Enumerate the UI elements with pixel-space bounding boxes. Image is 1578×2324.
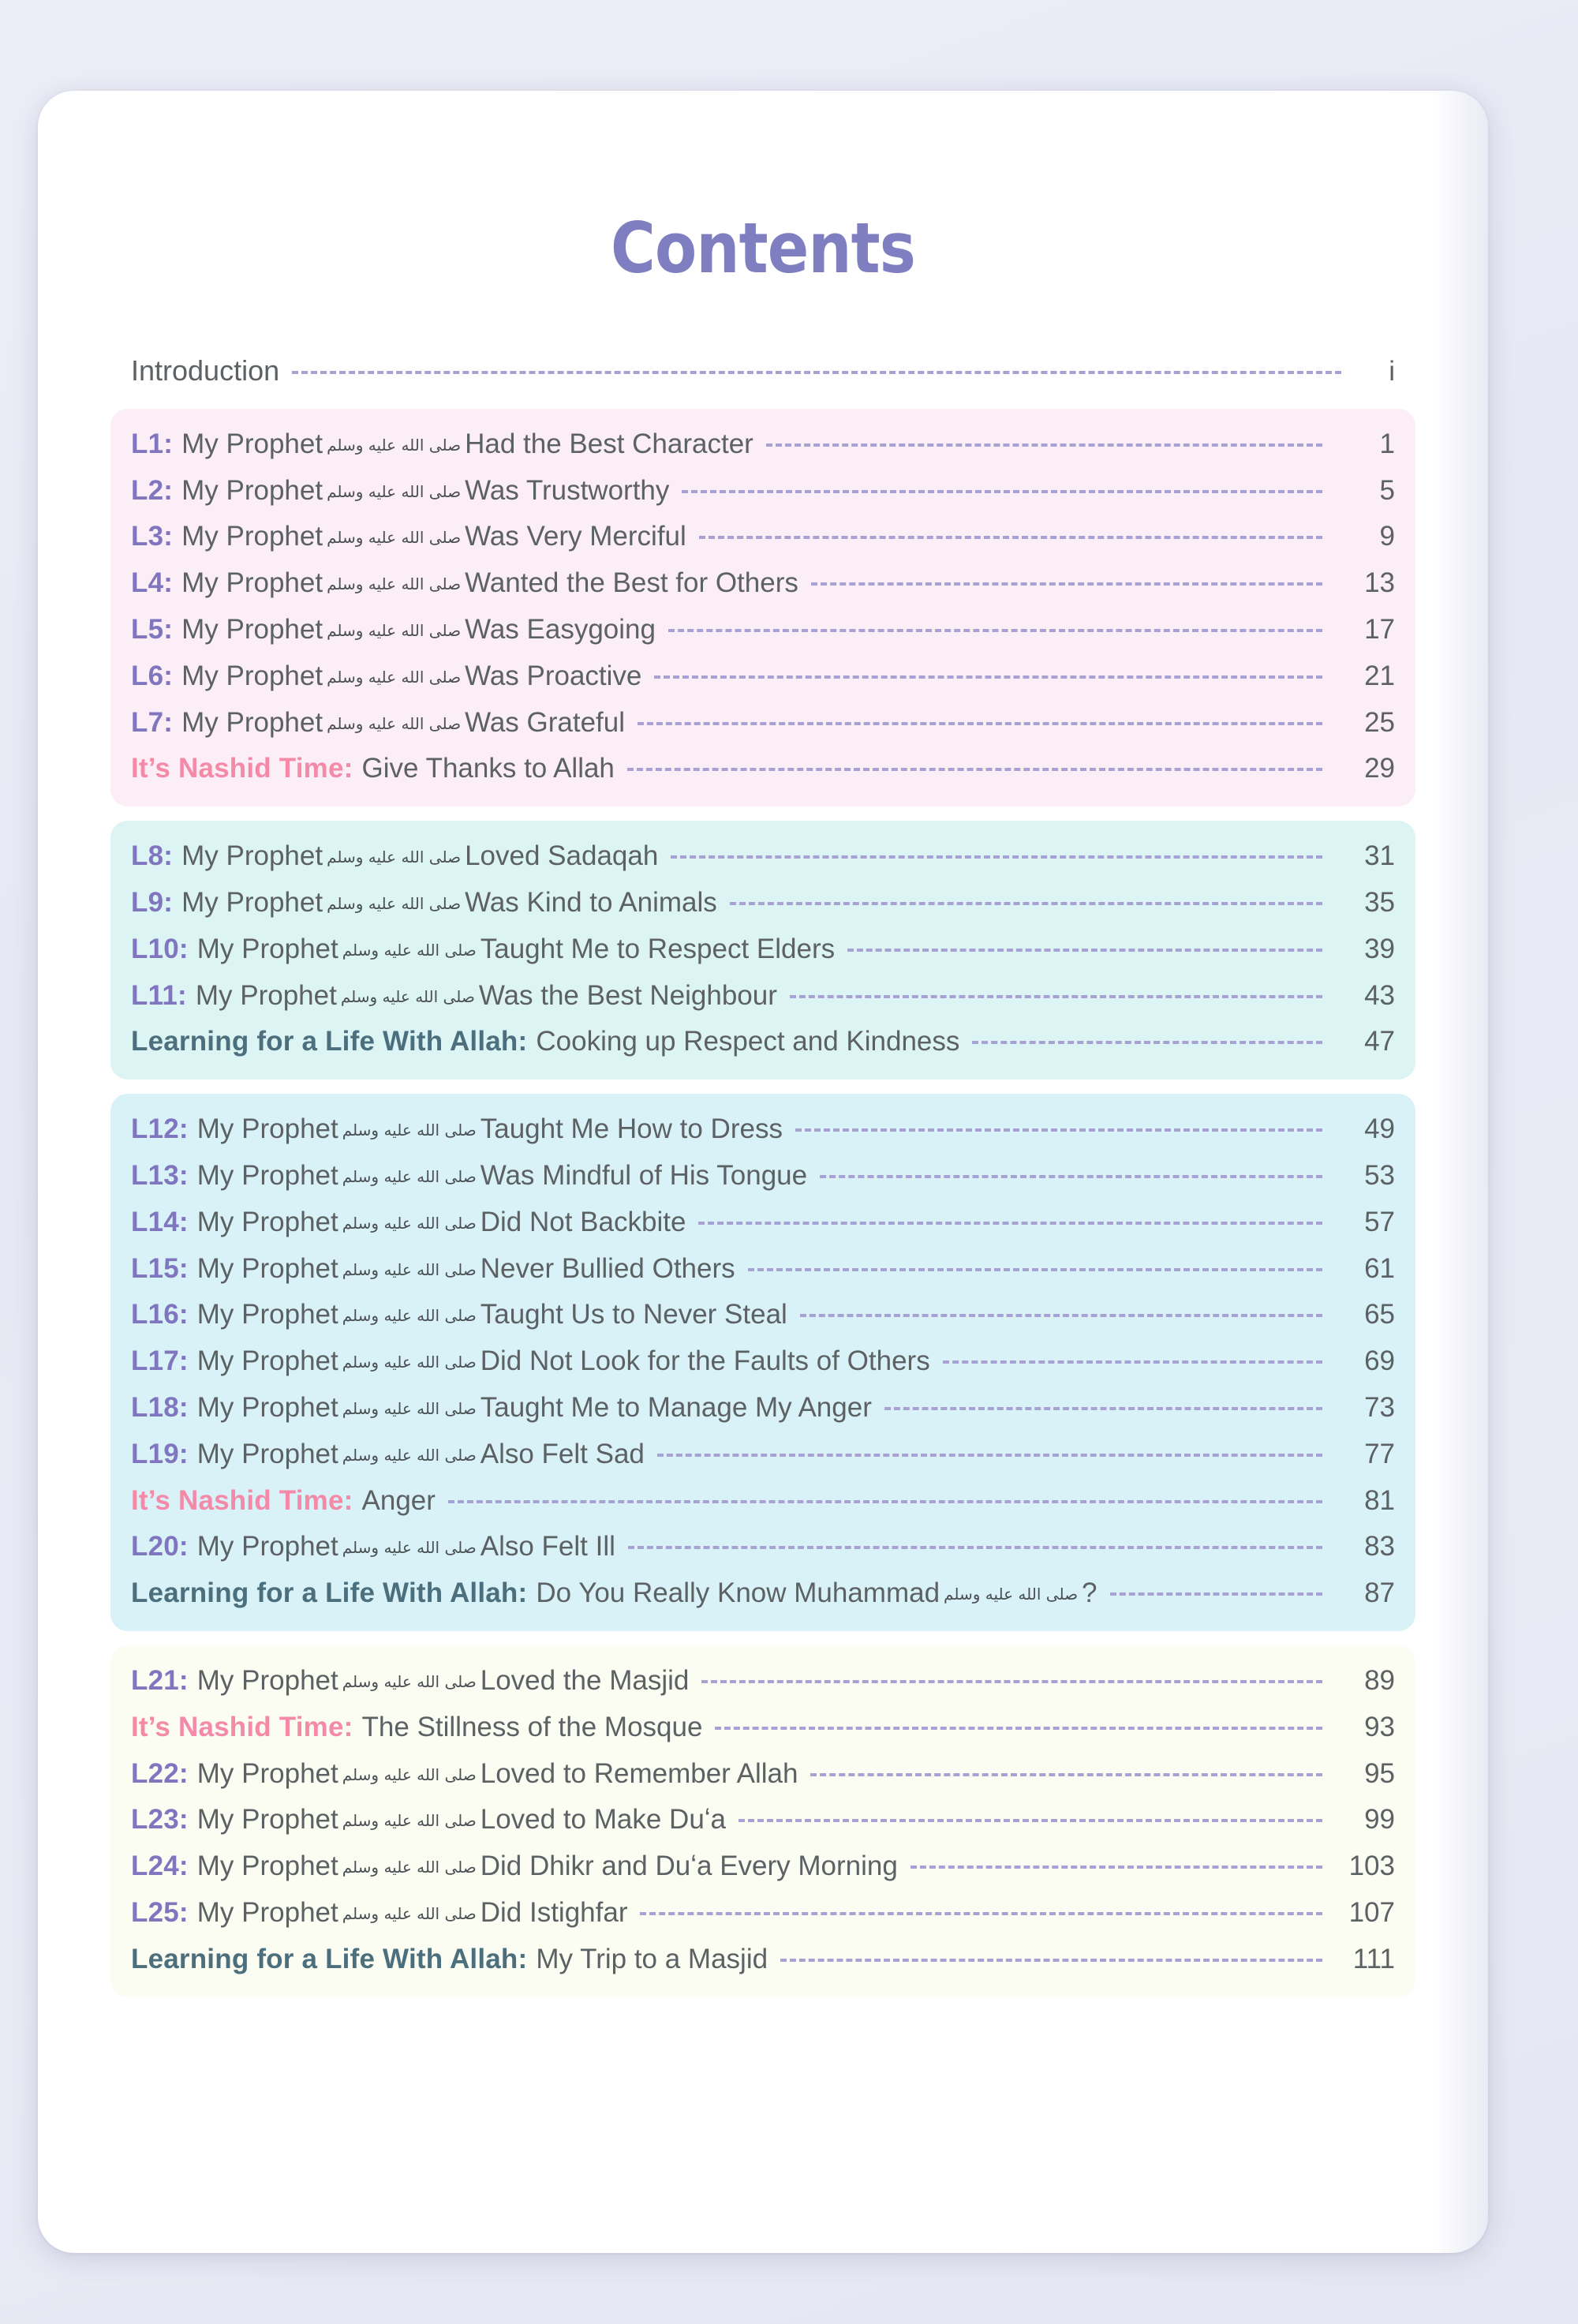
toc-entry-title: Was Grateful bbox=[465, 706, 626, 738]
toc-entry-title: Give Thanks to Allah bbox=[361, 753, 615, 784]
toc-entry-prefix: L12: bbox=[131, 1113, 189, 1145]
page-number: 5 bbox=[1379, 474, 1395, 506]
dot-leader bbox=[668, 628, 1322, 632]
dot-leader bbox=[654, 675, 1322, 679]
toc-entry-title-pre: My Prophet bbox=[181, 706, 323, 738]
toc-entry-title: Never Bullied Others bbox=[480, 1252, 735, 1284]
toc-entry-prefix: It’s Nashid Time: bbox=[131, 753, 353, 784]
toc-entry[interactable] bbox=[131, 1106, 1395, 1153]
salawat-arabic-glyph: صلى الله عليه وسلم bbox=[327, 893, 462, 913]
section-cream bbox=[110, 1645, 1415, 1997]
toc-entry-title-pre: My Prophet bbox=[181, 567, 323, 599]
toc-entry-label bbox=[131, 1663, 689, 1699]
toc-entry-label bbox=[131, 1942, 768, 1978]
toc-entry[interactable] bbox=[131, 1431, 1395, 1478]
toc-entry-title-pre: My Prophet bbox=[181, 660, 323, 691]
toc-entry-label bbox=[131, 1802, 726, 1838]
page-number: 103 bbox=[1348, 1851, 1395, 1882]
toc-entry-label bbox=[131, 1344, 930, 1379]
page-number: 77 bbox=[1364, 1438, 1395, 1469]
salawat-arabic-glyph: صلى الله عليه وسلم bbox=[944, 1585, 1079, 1604]
salawat-arabic-glyph: صلى الله عليه وسلم bbox=[327, 713, 462, 733]
toc-entry-title: Was the Best Neighbour bbox=[478, 979, 777, 1011]
page-number: 25 bbox=[1364, 706, 1395, 738]
toc-entry-prefix: L9: bbox=[131, 886, 174, 918]
salawat-arabic-glyph: صلى الله عليه وسلم bbox=[340, 986, 475, 1006]
toc-entry-prefix: L7: bbox=[131, 706, 174, 738]
toc-entry-prefix: L24: bbox=[131, 1851, 189, 1882]
toc-entry-label bbox=[131, 1252, 735, 1287]
toc-entry-label bbox=[131, 1390, 872, 1426]
toc-entry-label bbox=[131, 1484, 436, 1519]
dot-leader bbox=[699, 535, 1322, 539]
toc-entry-label bbox=[131, 839, 658, 874]
page-number: i bbox=[1389, 356, 1395, 387]
dot-leader bbox=[1110, 1592, 1322, 1596]
dot-leader bbox=[810, 1772, 1322, 1776]
toc-entry-label bbox=[131, 1576, 1097, 1611]
toc-entry-prefix: L17: bbox=[131, 1345, 189, 1377]
toc-entry-title: Wanted the Best for Others bbox=[465, 567, 798, 599]
salawat-arabic-glyph: صلى الله عليه وسلم bbox=[342, 1166, 477, 1186]
toc-entry-label bbox=[131, 353, 279, 389]
page-number: 47 bbox=[1364, 1026, 1395, 1057]
toc-entry-label bbox=[131, 427, 753, 462]
toc-entry-prefix: L14: bbox=[131, 1206, 189, 1237]
toc-entry-prefix: L21: bbox=[131, 1664, 189, 1696]
salawat-arabic-glyph: صلى الله عليه وسلم bbox=[342, 1259, 477, 1279]
toc-entry-title: Cooking up Respect and Kindness bbox=[536, 1026, 960, 1057]
toc-entry-prefix: L19: bbox=[131, 1438, 189, 1469]
toc-entry-prefix: L8: bbox=[131, 840, 174, 872]
dot-leader bbox=[766, 443, 1322, 447]
toc-entry-label bbox=[131, 1849, 898, 1884]
toc-entry-prefix: L25: bbox=[131, 1896, 189, 1928]
toc-entry-label bbox=[131, 473, 669, 509]
toc-entry-title-pre: My Prophet bbox=[196, 1438, 338, 1469]
toc-entry-title-pre: My Prophet bbox=[196, 1757, 338, 1789]
toc-entry-title-pre: My Prophet bbox=[196, 1804, 338, 1836]
toc-entry-prefix: L6: bbox=[131, 660, 174, 691]
toc-entry[interactable] bbox=[131, 973, 1395, 1020]
toc-entry-prefix: L22: bbox=[131, 1757, 189, 1789]
page-number: 73 bbox=[1364, 1391, 1395, 1423]
toc-entry-title-pre: My Prophet bbox=[196, 1299, 338, 1330]
toc-entry-title: Taught Me How to Dress bbox=[480, 1113, 783, 1145]
salawat-arabic-glyph: صلى الله عليه وسلم bbox=[327, 620, 462, 640]
toc-entry[interactable] bbox=[131, 607, 1395, 653]
page-number: 29 bbox=[1364, 753, 1395, 784]
toc-entry-prefix: It’s Nashid Time: bbox=[131, 1711, 353, 1742]
dot-leader bbox=[627, 767, 1322, 771]
toc-entry-label bbox=[131, 1896, 627, 1931]
dot-leader bbox=[657, 1453, 1322, 1457]
toc-entry-title: Had the Best Character bbox=[465, 428, 753, 459]
toc-entry-title-pre: My Prophet bbox=[196, 1252, 338, 1284]
toc-entry-title-pre: My Prophet bbox=[196, 1896, 338, 1928]
toc-entry[interactable] bbox=[131, 1292, 1395, 1338]
toc-entry-title: Loved to Remember Allah bbox=[480, 1757, 798, 1789]
toc-entry-label bbox=[131, 612, 656, 648]
toc-entry[interactable] bbox=[131, 1246, 1395, 1293]
toc-entry[interactable] bbox=[131, 350, 1395, 393]
page-number: 95 bbox=[1364, 1757, 1395, 1789]
toc-entry-title: Introduction bbox=[131, 354, 280, 387]
page-number: 21 bbox=[1364, 660, 1395, 691]
toc-entry-title: Anger bbox=[361, 1484, 436, 1516]
dot-leader bbox=[292, 370, 1341, 374]
page-number: 89 bbox=[1364, 1664, 1395, 1696]
dot-leader bbox=[748, 1267, 1322, 1271]
page-number: 93 bbox=[1364, 1711, 1395, 1742]
toc-entry[interactable] bbox=[131, 1751, 1395, 1798]
section-mint-1 bbox=[110, 821, 1415, 1080]
page-number: 49 bbox=[1364, 1113, 1395, 1145]
toc-entry-title-pre: My Prophet bbox=[196, 1206, 338, 1237]
toc-entry-label bbox=[131, 519, 686, 555]
toc-entry[interactable] bbox=[131, 1797, 1395, 1843]
toc-entry-prefix: L2: bbox=[131, 474, 174, 506]
table-of-contents bbox=[110, 343, 1415, 2012]
toc-entry-title: Was Proactive bbox=[465, 660, 642, 691]
toc-entry-label bbox=[131, 1024, 959, 1060]
salawat-arabic-glyph: صلى الله عليه وسلم bbox=[327, 528, 462, 548]
toc-entry-label bbox=[131, 659, 641, 694]
salawat-arabic-glyph: صلى الله عليه وسلم bbox=[342, 1538, 477, 1558]
page-number: 57 bbox=[1364, 1206, 1395, 1237]
toc-entry-prefix: L5: bbox=[131, 613, 174, 645]
toc-entry-title-pre: My Prophet bbox=[181, 840, 323, 872]
toc-entry[interactable] bbox=[131, 1478, 1395, 1525]
toc-entry[interactable] bbox=[131, 1570, 1395, 1617]
toc-entry-label bbox=[131, 1205, 686, 1241]
toc-entry[interactable] bbox=[131, 1705, 1395, 1751]
toc-entry-label bbox=[131, 705, 625, 741]
dot-leader bbox=[911, 1865, 1322, 1869]
dot-leader bbox=[943, 1360, 1322, 1364]
page-number: 31 bbox=[1364, 840, 1395, 872]
page-number: 9 bbox=[1379, 521, 1395, 552]
toc-entry-label bbox=[131, 1158, 807, 1194]
toc-entry-prefix: Learning for a Life With Allah: bbox=[131, 1943, 528, 1974]
dot-leader bbox=[682, 489, 1322, 493]
toc-entry-title: Was Very Merciful bbox=[465, 521, 686, 552]
toc-entry-title: Loved to Make Duʻa bbox=[480, 1804, 727, 1836]
toc-entry-title-pre: My Prophet bbox=[196, 1851, 338, 1882]
section-introduction bbox=[110, 343, 1415, 401]
toc-entry-prefix: L16: bbox=[131, 1299, 189, 1330]
toc-entry-prefix: L1: bbox=[131, 428, 174, 459]
toc-entry-prefix: L10: bbox=[131, 933, 189, 964]
dot-leader bbox=[628, 1545, 1322, 1549]
toc-entry-title-pre: My Prophet bbox=[181, 474, 323, 506]
toc-entry[interactable] bbox=[131, 514, 1395, 560]
toc-entry-label bbox=[131, 1529, 615, 1565]
toc-entry[interactable] bbox=[131, 746, 1395, 792]
toc-entry-label bbox=[131, 1710, 702, 1746]
page-number: 107 bbox=[1348, 1896, 1395, 1928]
salawat-arabic-glyph: صلى الله عليه وسلم bbox=[342, 940, 477, 960]
toc-entry[interactable] bbox=[131, 926, 1395, 973]
toc-entry-label bbox=[131, 1112, 783, 1147]
toc-entry-title-pre: My Prophet bbox=[181, 521, 323, 552]
dot-leader bbox=[820, 1174, 1322, 1178]
toc-entry[interactable] bbox=[131, 833, 1395, 880]
salawat-arabic-glyph: صلى الله عليه وسلم bbox=[327, 435, 462, 455]
dot-leader bbox=[448, 1499, 1322, 1503]
toc-entry-label bbox=[131, 932, 835, 967]
toc-entry-prefix: L23: bbox=[131, 1804, 189, 1836]
toc-entry[interactable] bbox=[131, 880, 1395, 926]
toc-entry-title: Loved the Masjid bbox=[480, 1664, 690, 1696]
toc-entry[interactable] bbox=[131, 421, 1395, 468]
salawat-arabic-glyph: صلى الله عليه وسلم bbox=[342, 1903, 477, 1923]
toc-entry-title: Taught Us to Never Steal bbox=[480, 1299, 787, 1330]
toc-entry[interactable] bbox=[131, 1843, 1395, 1890]
salawat-arabic-glyph: صلى الله عليه وسلم bbox=[342, 1213, 477, 1233]
toc-entry[interactable] bbox=[131, 1385, 1395, 1431]
dot-leader bbox=[811, 582, 1322, 586]
toc-entry-title-pre: My Prophet bbox=[196, 1664, 338, 1696]
toc-entry-title: Did Dhikr and Duʻa Every Morning bbox=[480, 1851, 898, 1882]
toc-entry-title: My Trip to a Masjid bbox=[536, 1943, 768, 1974]
page-number: 13 bbox=[1364, 567, 1395, 599]
toc-entry-title: Did Istighfar bbox=[480, 1896, 628, 1928]
toc-entry-title: Loved Sadaqah bbox=[465, 840, 659, 872]
toc-entry-title-pre: My Prophet bbox=[196, 933, 338, 964]
toc-entry-title: Was Easygoing bbox=[465, 613, 656, 645]
page-number: 17 bbox=[1364, 613, 1395, 645]
toc-entry-title: Taught Me to Respect Elders bbox=[480, 933, 836, 964]
salawat-arabic-glyph: صلى الله عليه وسلم bbox=[327, 481, 462, 501]
toc-entry-title: Did Not Look for the Faults of Others bbox=[480, 1345, 930, 1377]
toc-entry[interactable] bbox=[131, 1199, 1395, 1246]
toc-entry-title-pre: My Prophet bbox=[195, 979, 337, 1011]
dot-leader bbox=[739, 1818, 1322, 1822]
toc-entry[interactable] bbox=[131, 468, 1395, 515]
salawat-arabic-glyph: صلى الله عليه وسلم bbox=[342, 1671, 477, 1691]
toc-entry-prefix: L4: bbox=[131, 567, 174, 599]
toc-entry-label bbox=[131, 1437, 645, 1473]
toc-entry-label bbox=[131, 979, 777, 1014]
dot-leader bbox=[795, 1128, 1322, 1132]
toc-entry-title-pre: My Prophet bbox=[181, 886, 323, 918]
toc-entry-label bbox=[131, 751, 615, 787]
page-number: 99 bbox=[1364, 1804, 1395, 1836]
salawat-arabic-glyph: صلى الله عليه وسلم bbox=[342, 1353, 477, 1372]
toc-entry-title-pre: My Prophet bbox=[196, 1345, 338, 1377]
toc-entry-label bbox=[131, 566, 798, 601]
dot-leader bbox=[790, 994, 1322, 998]
dot-leader bbox=[698, 1221, 1322, 1225]
page-number: 61 bbox=[1364, 1252, 1395, 1284]
toc-entry-prefix: Learning for a Life With Allah: bbox=[131, 1026, 528, 1057]
toc-entry-label bbox=[131, 885, 717, 921]
toc-entry-label bbox=[131, 1757, 798, 1792]
toc-entry-title: Also Felt Sad bbox=[480, 1438, 645, 1469]
salawat-arabic-glyph: صلى الله عليه وسلم bbox=[342, 1811, 477, 1831]
page-number: 69 bbox=[1364, 1345, 1395, 1377]
salawat-arabic-glyph: صلى الله عليه وسلم bbox=[327, 574, 462, 594]
toc-entry-prefix: L18: bbox=[131, 1391, 189, 1423]
page-number: 65 bbox=[1364, 1299, 1395, 1330]
toc-entry-title-pre: My Prophet bbox=[196, 1391, 338, 1423]
toc-entry-prefix: It’s Nashid Time: bbox=[131, 1484, 353, 1516]
toc-entry-title-pre: My Prophet bbox=[196, 1113, 338, 1145]
toc-entry-prefix: Learning for a Life With Allah: bbox=[131, 1577, 528, 1609]
toc-entry-prefix: L15: bbox=[131, 1252, 189, 1284]
toc-entry-title: The Stillness of the Mosque bbox=[361, 1711, 703, 1742]
toc-entry-title: Was Mindful of His Tongue bbox=[480, 1159, 808, 1191]
dot-leader bbox=[780, 1958, 1322, 1962]
page-title: Contents bbox=[611, 208, 915, 289]
section-mint-2 bbox=[110, 1094, 1415, 1631]
toc-entry-title-suffix: ? bbox=[1082, 1577, 1097, 1609]
dot-leader bbox=[730, 901, 1322, 905]
dot-leader bbox=[715, 1726, 1322, 1730]
toc-entry[interactable] bbox=[131, 560, 1395, 607]
toc-entry[interactable] bbox=[131, 700, 1395, 747]
page-number: 111 bbox=[1352, 1943, 1395, 1974]
page-number: 81 bbox=[1364, 1484, 1395, 1516]
toc-entry[interactable] bbox=[131, 1338, 1395, 1385]
toc-entry-prefix: L13: bbox=[131, 1159, 189, 1191]
salawat-arabic-glyph: صلى الله عليه وسلم bbox=[342, 1121, 477, 1140]
toc-entry-title: Was Trustworthy bbox=[465, 474, 670, 506]
salawat-arabic-glyph: صلى الله عليه وسلم bbox=[342, 1858, 477, 1877]
dot-leader bbox=[884, 1406, 1322, 1410]
page-number: 35 bbox=[1364, 886, 1395, 918]
toc-entry[interactable] bbox=[131, 1890, 1395, 1937]
toc-entry-title: Taught Me to Manage My Anger bbox=[480, 1391, 872, 1423]
toc-entry[interactable] bbox=[131, 1524, 1395, 1570]
toc-entry[interactable] bbox=[131, 1658, 1395, 1705]
salawat-arabic-glyph: صلى الله عليه وسلم bbox=[342, 1398, 477, 1418]
salawat-arabic-glyph: صلى الله عليه وسلم bbox=[342, 1765, 477, 1784]
dot-leader bbox=[701, 1679, 1322, 1683]
contents-page bbox=[38, 91, 1488, 2253]
toc-entry-title-pre: My Prophet bbox=[181, 613, 323, 645]
salawat-arabic-glyph: صلى الله عليه وسلم bbox=[327, 667, 462, 687]
dot-leader bbox=[972, 1040, 1322, 1044]
toc-entry-title: Did Not Backbite bbox=[480, 1206, 686, 1237]
dot-leader bbox=[671, 855, 1322, 859]
salawat-arabic-glyph: صلى الله عليه وسلم bbox=[342, 1306, 477, 1326]
dot-leader bbox=[847, 948, 1322, 952]
page-number: 39 bbox=[1364, 933, 1395, 964]
salawat-arabic-glyph: صلى الله عليه وسلم bbox=[327, 848, 462, 867]
toc-entry-title: Do You Really Know Muhammad bbox=[536, 1577, 940, 1609]
dot-leader bbox=[800, 1313, 1322, 1317]
toc-entry[interactable] bbox=[131, 1019, 1395, 1065]
dot-leader bbox=[640, 1911, 1322, 1915]
toc-entry-title-pre: My Prophet bbox=[196, 1159, 338, 1191]
page-number: 53 bbox=[1364, 1159, 1395, 1191]
toc-entry-title-pre: My Prophet bbox=[196, 1531, 338, 1562]
toc-entry-prefix: L3: bbox=[131, 521, 174, 552]
toc-entry-title: Also Felt Ill bbox=[480, 1531, 615, 1562]
page-number: 83 bbox=[1364, 1531, 1395, 1562]
dot-leader bbox=[638, 721, 1322, 725]
salawat-arabic-glyph: صلى الله عليه وسلم bbox=[342, 1445, 477, 1465]
page-number: 43 bbox=[1364, 979, 1395, 1011]
toc-entry[interactable] bbox=[131, 1153, 1395, 1199]
page-number: 87 bbox=[1364, 1577, 1395, 1609]
toc-entry-prefix: L20: bbox=[131, 1531, 189, 1562]
toc-entry-label bbox=[131, 1297, 787, 1333]
section-pink bbox=[110, 409, 1415, 806]
toc-entry[interactable] bbox=[131, 1937, 1395, 1983]
toc-entry-title-pre: My Prophet bbox=[181, 428, 323, 459]
toc-entry-prefix: L11: bbox=[131, 979, 187, 1011]
toc-entry-title: Was Kind to Animals bbox=[465, 886, 717, 918]
toc-entry[interactable] bbox=[131, 653, 1395, 700]
page-number: 1 bbox=[1379, 428, 1395, 459]
